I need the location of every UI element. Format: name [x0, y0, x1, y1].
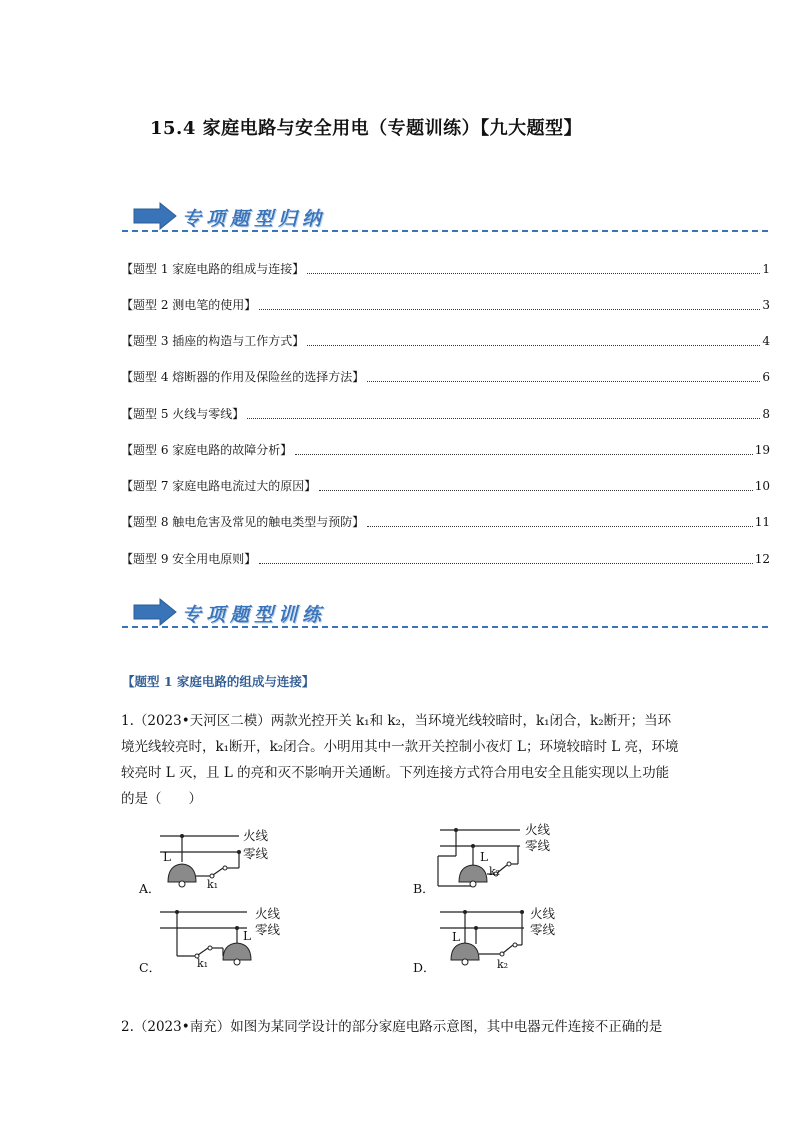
- toc-item-page: 1: [762, 262, 770, 276]
- divider: [122, 230, 768, 232]
- switch-label: k₂: [497, 958, 509, 971]
- option-letter: C．: [139, 960, 162, 975]
- toc-item[interactable]: [121, 296, 770, 314]
- option-c[interactable]: [135, 904, 295, 978]
- toc-leader-dots: [259, 562, 752, 564]
- toc-item-label: 【题型 7 家庭电路电流过大的原因】: [121, 479, 317, 493]
- live-wire-label: 火线: [530, 906, 556, 921]
- live-wire-label: 火线: [525, 822, 551, 837]
- option-d[interactable]: [410, 904, 570, 978]
- toc-leader-dots: [295, 453, 752, 455]
- toc-leader-dots: [307, 272, 760, 274]
- toc-item-page: 4: [762, 334, 770, 348]
- question-type-heading: 【题型 1 家庭电路的组成与连接】: [122, 674, 315, 689]
- option-letter: A．: [139, 881, 161, 896]
- toc-item[interactable]: [121, 332, 770, 350]
- toc-leader-dots: [259, 308, 760, 310]
- toc-leader-dots: [367, 525, 752, 527]
- section-header-summary: [122, 200, 768, 240]
- toc-item-page: 11: [754, 515, 770, 529]
- lamp-label: L: [452, 930, 460, 944]
- toc-item-label: 【题型 6 家庭电路的故障分析】: [121, 443, 293, 457]
- toc-item[interactable]: [121, 477, 770, 495]
- live-wire-label: 火线: [243, 828, 269, 843]
- switch-label: k₂: [489, 865, 501, 878]
- toc-item-label: 【题型 4 熔断器的作用及保险丝的选择方法】: [121, 370, 365, 384]
- toc-item[interactable]: [121, 441, 770, 459]
- section-header-training: [122, 596, 768, 636]
- page-title: 15.4 家庭电路与安全用电（专题训练）【九大题型】: [150, 118, 583, 139]
- option-letter: B．: [413, 881, 435, 896]
- toc-leader-dots: [319, 489, 752, 491]
- neutral-wire-label: 零线: [530, 922, 556, 937]
- option-letter: D．: [413, 960, 436, 975]
- toc-item-page: 8: [762, 407, 770, 421]
- toc-leader-dots: [367, 380, 760, 382]
- live-wire-label: 火线: [255, 906, 281, 921]
- toc-item-page: 6: [762, 370, 770, 384]
- lamp-label: L: [480, 850, 488, 864]
- circuit-diagram-a: [155, 824, 290, 900]
- toc-item[interactable]: [121, 550, 770, 568]
- toc-item-label: 【题型 3 插座的构造与工作方式】: [121, 334, 305, 348]
- toc-leader-dots: [307, 344, 760, 346]
- question-2-text: 2.（2023•南充）如图为某同学设计的部分家庭电路示意图，其中电器元件连接不正确的是: [121, 1019, 663, 1035]
- switch-label: k₁: [197, 957, 209, 970]
- toc-item-page: 19: [754, 443, 770, 457]
- toc-item-label: 【题型 8 触电危害及常见的触电类型与预防】: [121, 515, 365, 529]
- neutral-wire-label: 零线: [243, 846, 269, 861]
- toc-item[interactable]: [121, 405, 770, 423]
- section-title: 专项题型归纳: [182, 208, 327, 230]
- toc-item-label: 【题型 9 安全用电原则】: [121, 552, 257, 566]
- toc-item-label: 【题型 1 家庭电路的组成与连接】: [121, 262, 305, 276]
- divider: [122, 626, 768, 628]
- option-b[interactable]: [410, 818, 560, 900]
- toc-item[interactable]: [121, 513, 770, 531]
- arrow-icon: [122, 596, 182, 626]
- toc-item-page: 10: [754, 479, 770, 493]
- toc-item[interactable]: [121, 368, 770, 386]
- neutral-wire-label: 零线: [525, 838, 551, 853]
- neutral-wire-label: 零线: [255, 922, 281, 937]
- toc-item-label: 【题型 2 测电笔的使用】: [121, 298, 257, 312]
- switch-label: k₁: [207, 878, 219, 891]
- toc-item-page: 12: [754, 552, 770, 566]
- toc-leader-dots: [247, 417, 760, 419]
- toc-item[interactable]: [121, 260, 770, 278]
- question-1-text: 1.（2023•天河区二模）两款光控开关 k₁和 k₂，当环境光线较暗时，k₁闭合，k₂断开；当环境光线较亮时，k₁断开，k₂闭合。小明用其中一款开关控制小夜灯 L；环境较暗时 L 亮，环境较亮时 L 灭，且 L 的亮和灭不影响开关通断。下列连接方式符合用电安全且能实现以上功能的是（ ）: [121, 713, 679, 807]
- section-title: 专项题型训练: [182, 604, 327, 626]
- toc-item-label: 【题型 5 火线与零线】: [121, 407, 245, 421]
- lamp-label: L: [163, 850, 171, 864]
- option-a[interactable]: [135, 824, 285, 900]
- toc-item-page: 3: [762, 298, 770, 312]
- arrow-icon: [122, 200, 182, 230]
- lamp-label: L: [243, 929, 251, 943]
